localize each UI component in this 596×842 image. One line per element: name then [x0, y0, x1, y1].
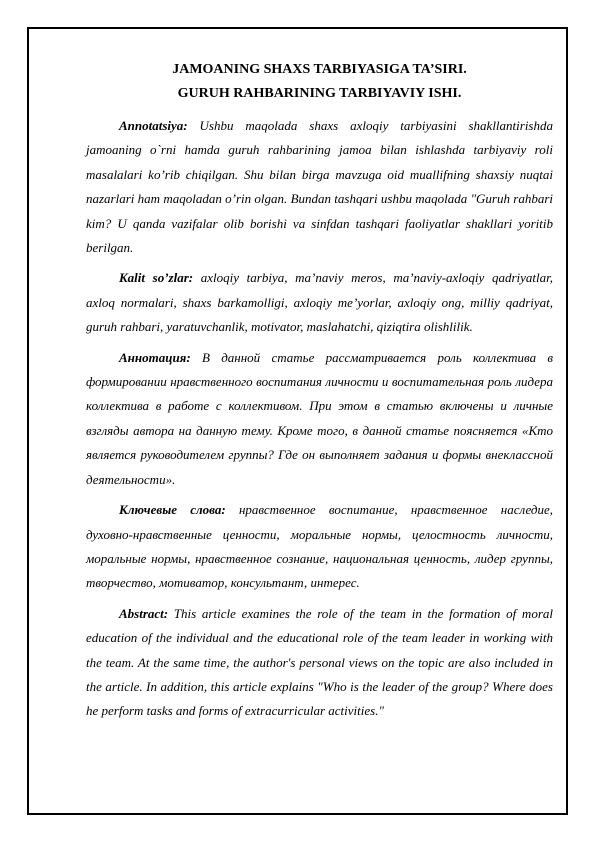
abstract-en-text: This article examines the role of the team in the formation of moral education of the individual and the educational role of the team leader in working with the team. At the same time, the author's personal views on the topic are also included in the article. In addition, this article explains "Who is the leader of the group? Where does he perform tasks and forms of extracurricular activities." [86, 605, 553, 719]
keywords-uz [86, 266, 553, 339]
annotation-ru-label: Аннотация: [119, 349, 191, 365]
annotation-uz-label: Annotatsiya: [119, 118, 188, 133]
keywords-uz-text: axloqiy tarbiya, ma’naviy meros, ma’naviy-axloqiy qadriyatlar, axloq normalari, shaxs barkamolligi, axloqiy me’yorlar, axloqiy ong, milliy qadriyat, guruh rahbari, yaratuvchanlik, motivator, maslahatchi, qiziqtira olishlilik. [86, 270, 553, 335]
annotation-ru [86, 346, 553, 492]
abstract-en-label: Abstract: [119, 605, 169, 621]
keywords-ru [86, 498, 553, 596]
title-line-1: JAMOANING SHAXS TARBIYASIGA TA’SIRI. [172, 62, 467, 77]
annotation-ru-text: В данной статье рассматривается роль коллектива в формировании нравственного воспитания личности и воспитательная роль лидера коллектива в работе с коллективом. При этом в статью включены и личные взгляды автора на данную тему. Кроме того, в данной статье поясняется «Кто является руководителем группы? Где он выполняет задания и формы внеклассной деятельности». [86, 349, 553, 487]
article-title [86, 58, 553, 106]
abstract-en [86, 602, 553, 724]
annotation-uz-text: Ushbu maqolada shaxs axloqiy tarbiyasini shakllantirishda jamoaning o`rni hamda guruh rahbarining jamoa bilan ishlashda tarbiyaviy roli masalalari ko’rib chiqilgan. Shu bilan birga mavzuga oid muallifning shaxsiy nuqtai nazarlari ham maqoladan o’rin olgan. Bundan tashqari ushbu maqolada "Guruh rahbari kim? U qanda vazifalar olib borishi va sinfdan tashqari faoliyatlar shakllari yoritib berilgan. [86, 118, 553, 256]
keywords-ru-label: Ключевые слова: [119, 502, 226, 518]
annotation-uz [86, 114, 553, 260]
keywords-ru-text: нравственное воспитание, нравственное наследие, духовно-нравственные ценности, моральные нормы, целостность личности, моральные нормы, нравственное сознание, национальная ценность, лидер группы, творчество, мотиватор, консультант, интерес. [86, 502, 553, 591]
title-line-2: GURUH RAHBARINING TARBIYAVIY ISHI. [177, 86, 462, 101]
article-content [86, 58, 553, 730]
keywords-uz-label: Kalit so’zlar: [119, 270, 194, 286]
